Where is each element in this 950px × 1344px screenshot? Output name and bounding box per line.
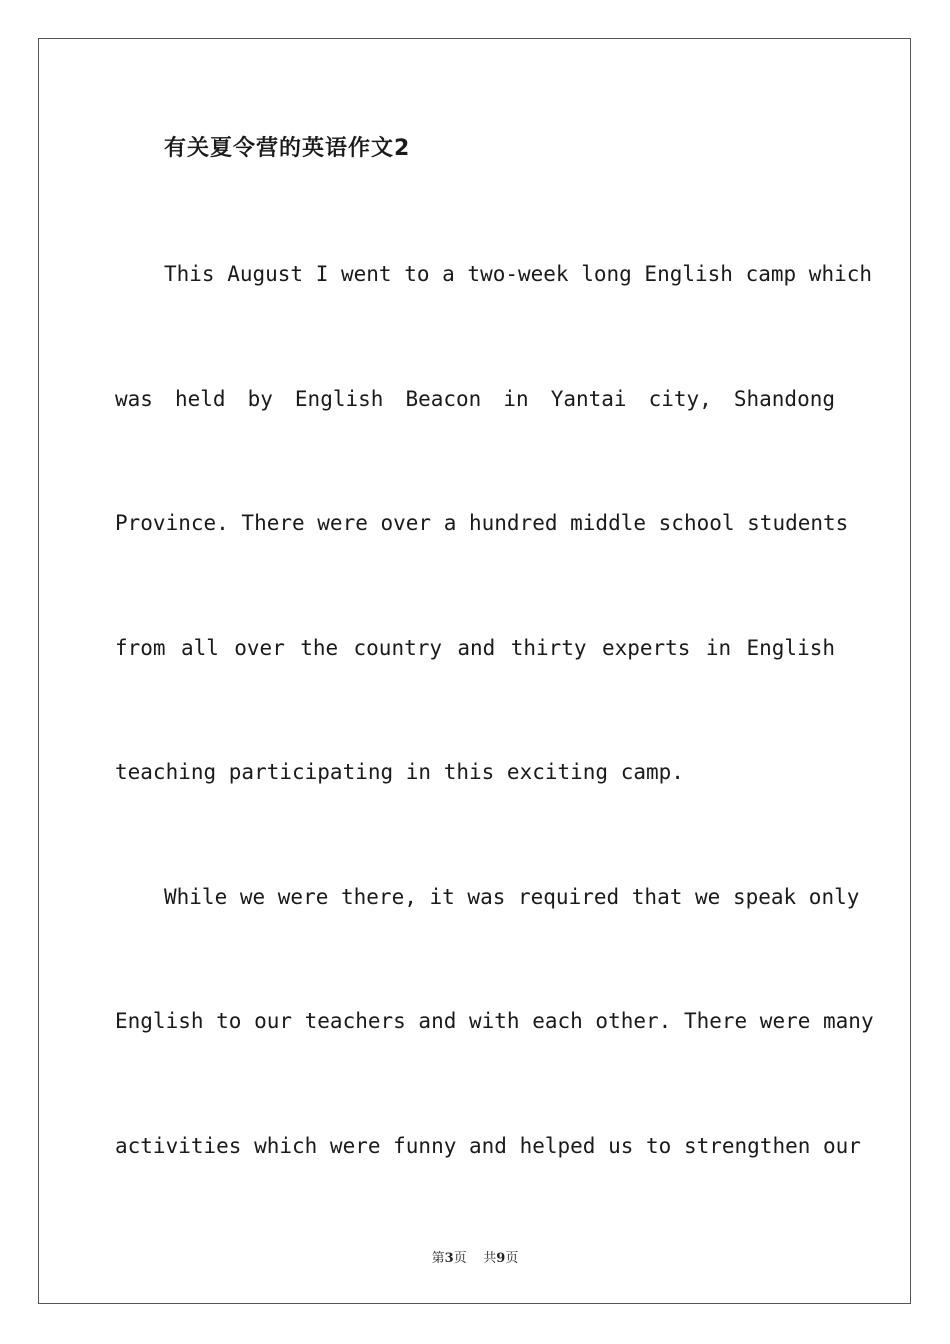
document-heading: 有关夏令营的英语作文2 <box>164 136 411 161</box>
paragraph-1-line-4: from all over the country and thirty experts in English <box>115 636 835 660</box>
footer-page-prefix: 第 <box>431 1251 445 1266</box>
paragraph-1-line-5: teaching participating in this exciting camp. <box>115 760 684 784</box>
paragraph-1-line-3: Province. There were over a hundred middle school students <box>115 511 849 535</box>
footer-total-suffix: 页 <box>505 1251 519 1266</box>
paragraph-1-line-1: This August I went to a two-week long English camp which <box>164 262 873 286</box>
paragraph-2-line-1: While we were there, it was required that we speak only <box>164 885 860 909</box>
footer-total-prefix: 共 <box>483 1251 497 1266</box>
footer-page-number: 3 <box>444 1251 454 1266</box>
footer-total-pages: 9 <box>496 1251 506 1266</box>
paragraph-1-line-2: was held by English Beacon in Yantai city, Shandong <box>115 387 835 411</box>
footer-page-suffix: 页 <box>453 1251 467 1266</box>
paragraph-2-line-3: activities which were funny and helped us to strengthen our <box>115 1134 861 1158</box>
page-border <box>38 38 911 1304</box>
paragraph-2-line-2: English to our teachers and with each other. There were many <box>115 1009 874 1033</box>
page-footer <box>0 1247 950 1266</box>
